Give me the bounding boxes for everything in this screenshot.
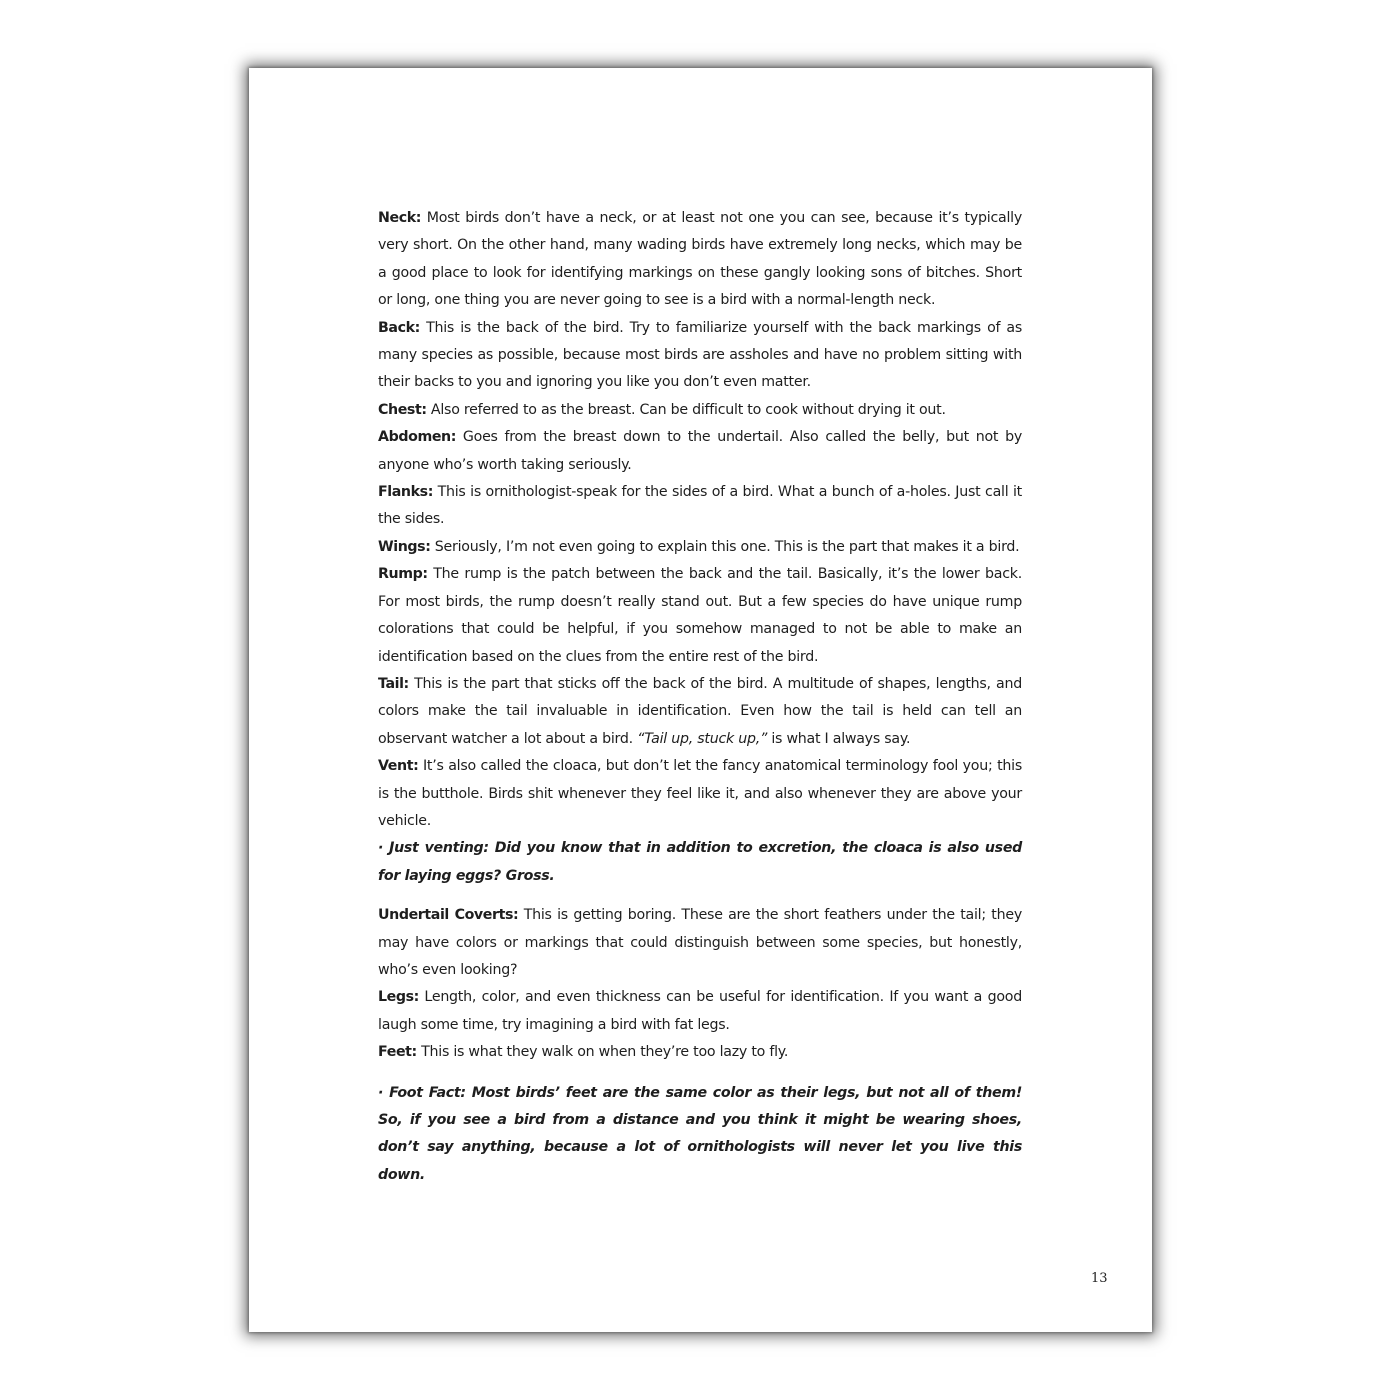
entry-term: Flanks: [378,484,433,501]
entry-legs [378,984,1022,1039]
entry-term: Wings: [378,538,431,555]
entry-description: Also referred to as the breast. Can be difficult to cook without drying it out. [426,401,946,418]
entry-term: Feet: [378,1044,417,1061]
entry-term: Tail: [378,675,409,692]
entry-vent [378,753,1022,835]
entry-wings [378,534,1022,561]
entry-description: Seriously, I’m not even going to explain this one. This is the part that makes it a bird. [430,538,1020,555]
entry-feet [378,1039,1022,1066]
entry-tail [378,671,1022,753]
entry-neck [378,205,1022,315]
page-number: 13 [1091,1271,1108,1286]
entry-description: Length, color, and even thickness can be useful for identification. If you want a good laugh some time, try imagining a bird with fat legs. [378,989,1022,1033]
entry-description: Goes from the breast down to the undertail. Also called the belly, but not by anyone who’s worth taking seriously. [378,429,1022,473]
entry-quote: “Tail up, stuck up,” [637,730,768,747]
entry-description: This is the back of the bird. Try to familiarize yourself with the back markings of as many species as possible, because most birds are assholes and have no problem sitting with their backs to you and ignoring you like you don’t even matter. [378,319,1022,391]
entry-flanks [378,479,1022,534]
entry-chest [378,397,1022,424]
callout-just-venting: · Just venting: Did you know that in addition to excretion, the cloaca is also used for laying eggs? Gross. [378,840,1022,884]
entry-description-end: is what I always say. [767,730,911,747]
entry-back [378,315,1022,397]
entry-term: Rump: [378,566,428,583]
entry-term: Vent: [378,758,419,775]
entry-undertail-coverts [378,902,1022,984]
entry-term: Abdomen: [378,429,457,446]
entry-description: It’s also called the cloaca, but don’t let the fancy anatomical terminology fool you; this is the butthole. Birds shit whenever they feel like it, and also whenever they are above your vehicle. [378,758,1022,829]
entry-term: Back: [378,319,420,336]
entry-description: This is getting boring. These are the short feathers under the tail; they may have colors or markings that could distinguish between some species, but honestly, who’s even looking? [378,907,1022,978]
entry-term: Chest: [378,401,427,418]
entry-term: Undertail Coverts: [378,907,519,924]
entry-description: The rump is the patch between the back and the tail. Basically, it’s the lower back. For most birds, the rump doesn’t really stand out. But a few species do have unique rump colorations that could be helpful, if you somehow managed to not be able to make an identification based on the clues from the entire rest of the bird. [378,566,1022,665]
callout-foot-fact: · Foot Fact: Most birds’ feet are the same color as their legs, but not all of them! So, if you see a bird from a distance and you think it might be wearing shoes, don’t say anything, because a lot of ornithologists will never let you live this down. [378,1084,1022,1183]
page-body [378,205,1022,1189]
entry-term: Neck: [378,210,422,226]
entry-rump [378,561,1022,671]
entry-description: Most birds don’t have a neck, or at least not one you can see, because it’s typically very short. On the other hand, many wading birds have extremely long necks, which may be a good place to look for identifying markings on these gangly looking sons of bitches. Short or long, one thing you are never going to see is a bird with a normal-length neck. [378,210,1022,309]
entry-term: Legs: [378,989,419,1006]
entry-description: This is what they walk on when they’re too lazy to fly. [416,1044,789,1061]
entry-description: This is ornithologist-speak for the sides of a bird. What a bunch of a-holes. Just call it the sides. [378,484,1022,528]
entry-abdomen [378,424,1022,479]
book-page [249,68,1152,1332]
entry-description: This is the part that sticks off the back of the bird. A multitude of shapes, lengths, and colors make the tail invaluable in identification. Even how the tail is held can tell an observant watcher a lot about a bird. [378,675,1022,747]
